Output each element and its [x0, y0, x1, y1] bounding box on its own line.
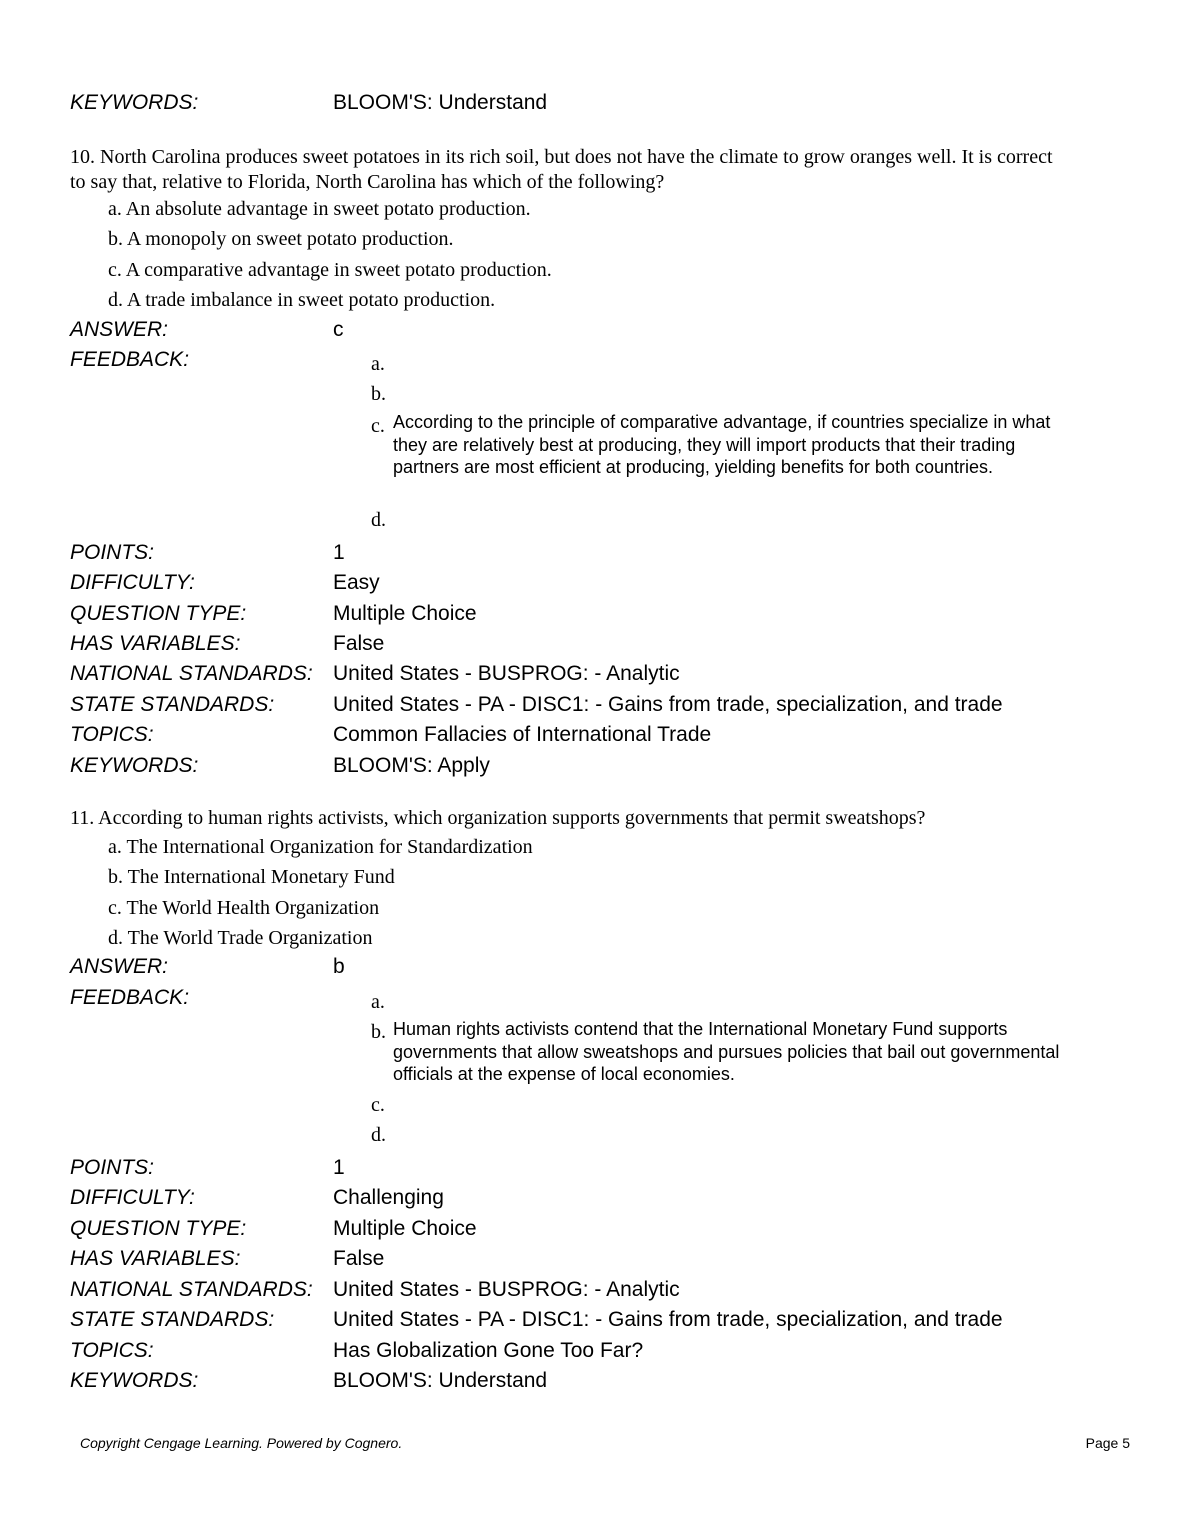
has-variables-label: HAS VARIABLES:	[70, 1247, 241, 1270]
feedback-label: FEEDBACK:	[70, 348, 190, 371]
has-variables-label: HAS VARIABLES:	[70, 632, 241, 655]
state-standards-value: United States - PA - DISC1: - Gains from trade, specialization, and trade	[333, 693, 1003, 716]
has-variables-value: False	[333, 1247, 385, 1270]
option-d: d. A trade imbalance in sweet potato production.	[108, 289, 496, 311]
feedback-text-c: According to the principle of comparative advantage, if countries specialize in what they are relatively best at producing, they will import products that their trading partners are most efficient at producing, yielding benefits for both countries.	[393, 412, 1051, 477]
national-standards-label: NATIONAL STANDARDS:	[70, 1278, 313, 1301]
feedback-letter-a: a.	[371, 353, 385, 375]
keywords-value: BLOOM'S: Understand	[333, 91, 548, 114]
keywords-value: BLOOM'S: Apply	[333, 754, 490, 777]
difficulty-label: DIFFICULTY:	[70, 1186, 195, 1209]
feedback-text-b: Human rights activists contend that the International Monetary Fund supports governments that allow sweatshops and pursues policies that bail out governmental officials at the expense of local economies.	[393, 1019, 1060, 1084]
option-c: c. The World Health Organization	[108, 897, 380, 919]
points-label: POINTS:	[70, 541, 155, 564]
topics-value: Has Globalization Gone Too Far?	[333, 1339, 644, 1362]
keywords-label: KEYWORDS:	[70, 754, 199, 777]
answer-value: b	[333, 955, 345, 978]
option-b: b. A monopoly on sweet potato production.	[108, 228, 454, 250]
points-value: 1	[333, 1156, 345, 1179]
state-standards-label: STATE STANDARDS:	[70, 1308, 275, 1331]
feedback-letter-c: c.	[371, 415, 385, 437]
points-label: POINTS:	[70, 1156, 155, 1179]
page-number: Page 5	[1085, 1435, 1130, 1451]
difficulty-label: DIFFICULTY:	[70, 571, 195, 594]
state-standards-value: United States - PA - DISC1: - Gains from trade, specialization, and trade	[333, 1308, 1003, 1331]
difficulty-value: Easy	[333, 571, 380, 594]
option-b: b. The International Monetary Fund	[108, 866, 395, 888]
answer-label: ANSWER:	[70, 318, 169, 341]
question-type-value: Multiple Choice	[333, 602, 477, 625]
question-type-label: QUESTION TYPE:	[70, 602, 247, 625]
national-standards-label: NATIONAL STANDARDS:	[70, 662, 313, 685]
question-type-value: Multiple Choice	[333, 1217, 477, 1240]
option-a: a. An absolute advantage in sweet potato production.	[108, 198, 531, 220]
topics-label: TOPICS:	[70, 1339, 154, 1362]
feedback-label: FEEDBACK:	[70, 986, 190, 1009]
option-a: a. The International Organization for Standardization	[108, 836, 533, 858]
feedback-letter-d: d.	[371, 509, 386, 531]
national-standards-value: United States - BUSPROG: - Analytic	[333, 662, 680, 685]
answer-value: c	[333, 318, 344, 341]
has-variables-value: False	[333, 632, 385, 655]
difficulty-value: Challenging	[333, 1186, 444, 1209]
answer-label: ANSWER:	[70, 955, 169, 978]
question-stem: 10. North Carolina produces sweet potatoes in its rich soil, but does not have the climate to grow oranges well. It is correct to say that, relative to Florida, North Carolina has which of the following?	[70, 146, 1053, 193]
topics-value: Common Fallacies of International Trade	[333, 723, 712, 746]
footer-copyright: Copyright Cengage Learning. Powered by Cognero.	[80, 1435, 403, 1451]
feedback-letter-c: c.	[371, 1094, 385, 1116]
feedback-letter-b: b.	[371, 1021, 386, 1043]
question-type-label: QUESTION TYPE:	[70, 1217, 247, 1240]
option-d: d. The World Trade Organization	[108, 927, 373, 949]
keywords-label: KEYWORDS:	[70, 91, 199, 114]
national-standards-value: United States - BUSPROG: - Analytic	[333, 1278, 680, 1301]
option-c: c. A comparative advantage in sweet potato production.	[108, 259, 552, 281]
feedback-letter-b: b.	[371, 383, 386, 405]
question-stem: 11. According to human rights activists, which organization supports governments that permit sweatshops?	[70, 807, 926, 829]
keywords-value: BLOOM'S: Understand	[333, 1369, 548, 1392]
state-standards-label: STATE STANDARDS:	[70, 693, 275, 716]
points-value: 1	[333, 541, 345, 564]
topics-label: TOPICS:	[70, 723, 154, 746]
feedback-letter-d: d.	[371, 1124, 386, 1146]
feedback-letter-a: a.	[371, 991, 385, 1013]
keywords-label: KEYWORDS:	[70, 1369, 199, 1392]
